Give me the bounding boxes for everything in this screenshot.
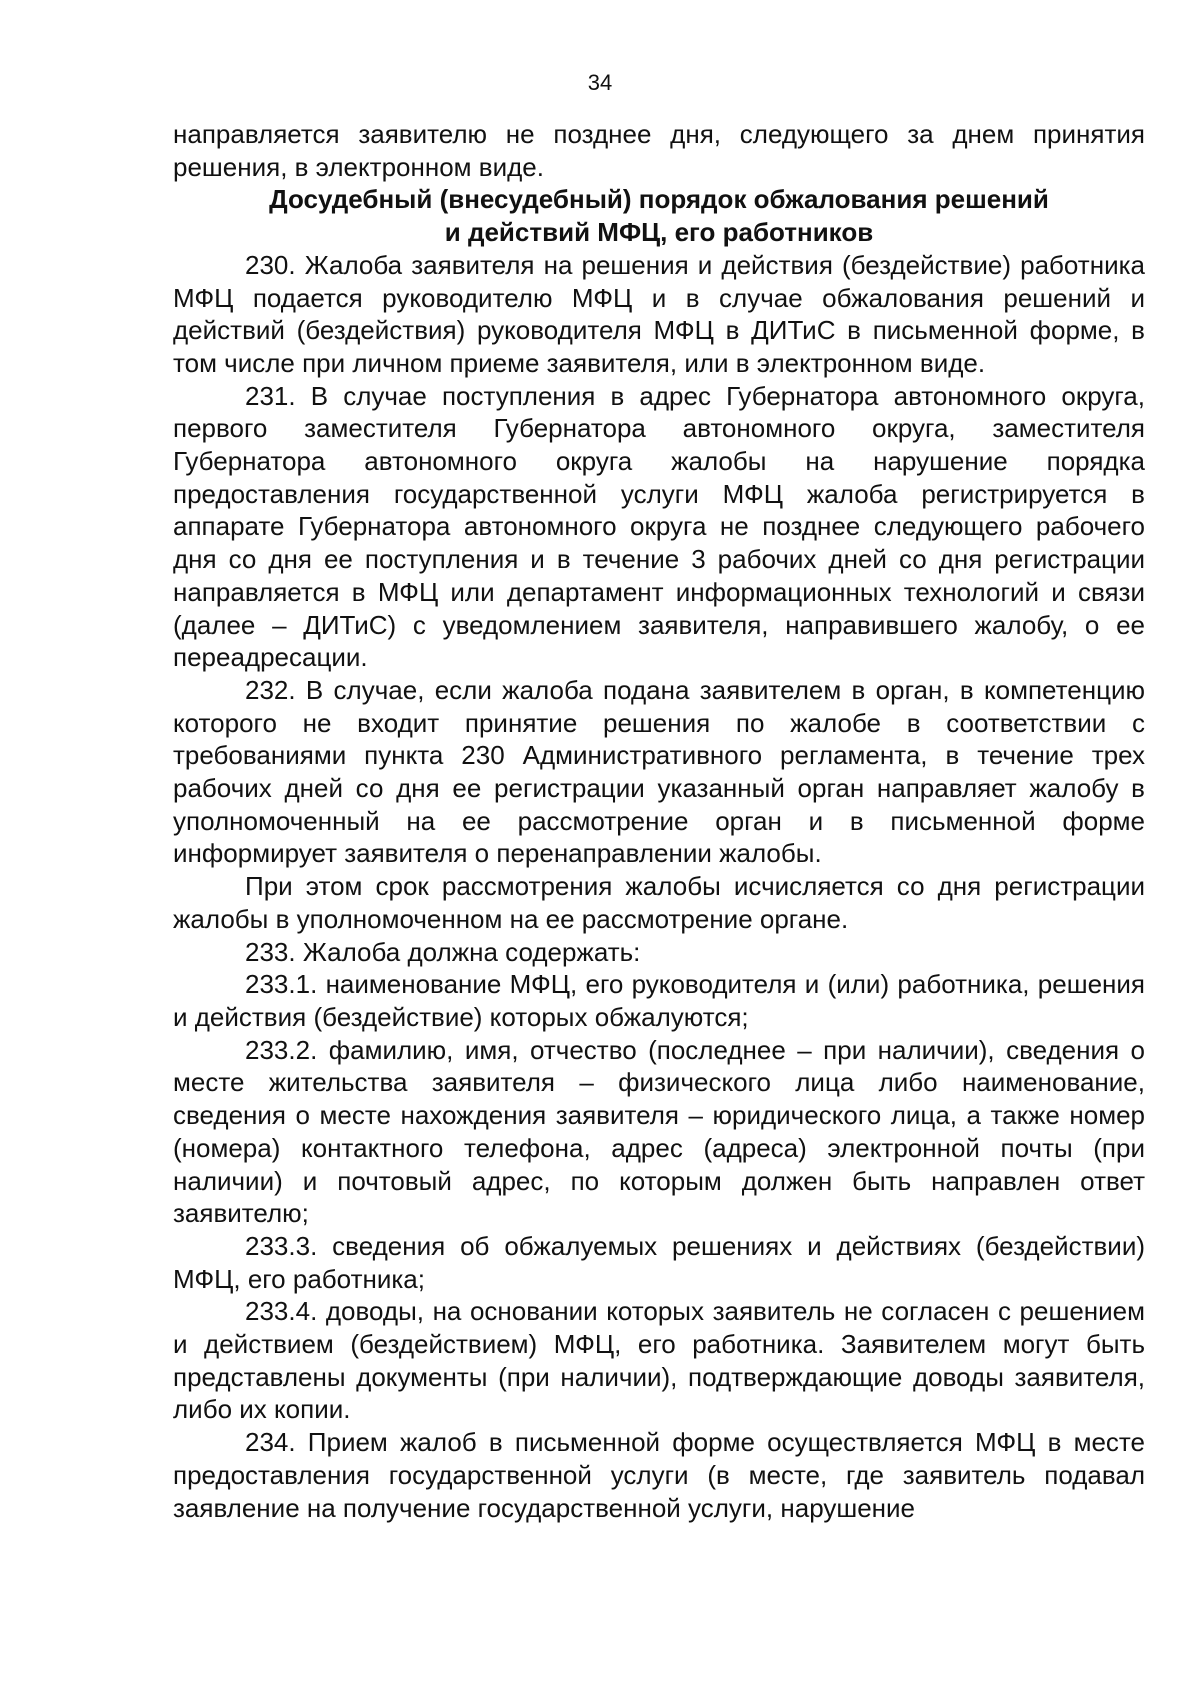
page-number: 34 bbox=[587, 70, 613, 95]
paragraph-230: 230. Жалоба заявителя на решения и действия (бездействие) работника МФЦ подается руководителю МФЦ и в случае обжалования решений и действий (бездействия) руководителя МФЦ в ДИТиС в письменной форме, в том числе при личном приеме заявителя, или в электронном виде. bbox=[173, 249, 1145, 378]
paragraph-233: 233. Жалоба должна содержать: bbox=[245, 936, 641, 967]
paragraph-232-note: При этом срок рассмотрения жалобы исчисляется со дня регистрации жалобы в уполномоченном на ее рассмотрение органе. bbox=[173, 871, 1145, 934]
paragraph-233-2: 233.2. фамилию, имя, отчество (последнее – при наличии), сведения о месте жительства заявителя – физического лица либо наименование, сведения о месте нахождения заявителя – юридического лица, а также номер (номера) контактного телефона, адрес (адреса) электронной почты (при наличии) и почтовый адрес, по которым должен быть направлен ответ заявителю; bbox=[173, 1034, 1145, 1229]
continuation-paragraph: направляется заявителю не позднее дня, следующего за днем принятия решения, в электронном виде. bbox=[173, 119, 1145, 182]
section-heading-line-2: и действий МФЦ, его работников bbox=[444, 217, 874, 248]
section-heading bbox=[173, 183, 1145, 248]
paragraph-233-3: 233.3. сведения об обжалуемых решениях и действиях (бездействии) МФЦ, его работника; bbox=[173, 1230, 1145, 1294]
document-body bbox=[173, 118, 1145, 1524]
section-heading-line-1: Досудебный (внесудебный) порядок обжалования решений bbox=[269, 184, 1049, 215]
paragraph-233-1: 233.1. наименование МФЦ, его руководителя и (или) работника, решения и действия (бездействие) которых обжалуются; bbox=[173, 969, 1145, 1032]
paragraph-231: 231. В случае поступления в адрес Губернатора автономного округа, первого заместителя Губернатора автономного округа, заместителя Губернатора автономного округа жалобы на нарушение порядка предоставления государственной услуги МФЦ жалоба регистрируется в аппарате Губернатора автономного округа не позднее следующего рабочего дня со дня ее поступления и в течение 3 рабочих дней со дня регистрации направляется в МФЦ или департамент информационных технологий и связи (далее – ДИТиС) с уведомлением заявителя, направившего жалобу, о ее переадресации. bbox=[173, 380, 1145, 673]
paragraph-232: 232. В случае, если жалоба подана заявителем в орган, в компетенцию которого не входит принятие решения по жалобе в соответствии с требованиями пункта 230 Административного регламента, в течение трех рабочих дней со дня ее регистрации указанный орган направляет жалобу в уполномоченный на ее рассмотрение орган и в письменной форме информирует заявителя о перенаправлении жалобы. bbox=[173, 674, 1145, 869]
paragraph-233-4: 233.4. доводы, на основании которых заявитель не согласен с решением и действием (бездействием) МФЦ, его работника. Заявителем могут быть представлены документы (при наличии), подтверждающие доводы заявителя, либо их копии. bbox=[173, 1296, 1145, 1425]
paragraph-234: 234. Прием жалоб в письменной форме осуществляется МФЦ в месте предоставления государственной услуги (в месте, где заявитель подавал заявление на получение государственной услуги, нарушение bbox=[173, 1427, 1145, 1523]
